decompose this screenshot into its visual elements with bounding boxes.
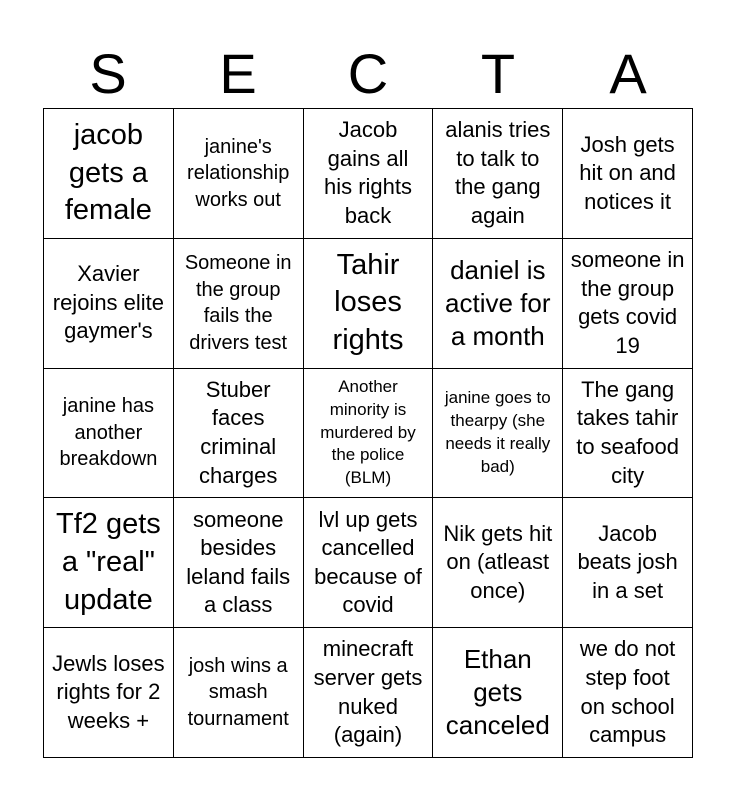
header-letter-c: C [347,42,389,105]
bingo-cell[interactable]: Nik gets hit on (atleast once) [433,498,563,628]
bingo-cell[interactable]: someone in the group gets covid 19 [563,239,693,369]
bingo-cell[interactable]: minecraft server gets nuked (again) [304,628,434,758]
bingo-cell[interactable]: Josh gets hit on and notices it [563,109,693,239]
bingo-cell[interactable]: janine's relationship works out [174,109,304,239]
bingo-header [43,40,693,108]
bingo-cell[interactable]: Tahir loses rights [304,239,434,369]
bingo-cell[interactable]: The gang takes tahir to seafood city [563,369,693,499]
bingo-cell[interactable]: Another minority is murdered by the police (BLM) [304,369,434,499]
bingo-cell[interactable]: Someone in the group fails the drivers test [174,239,304,369]
bingo-cell[interactable]: josh wins a smash tournament [174,628,304,758]
header-letter-e: E [219,42,257,105]
bingo-cell[interactable]: alanis tries to talk to the gang again [433,109,563,239]
bingo-cell[interactable]: Tf2 gets a "real" update [44,498,174,628]
bingo-cell[interactable]: we do not step foot on school campus [563,628,693,758]
bingo-cell[interactable]: daniel is active for a month [433,239,563,369]
bingo-cell[interactable]: Jacob gains all his rights back [304,109,434,239]
header-letter-t: T [480,42,516,105]
header-letter-a: A [609,42,647,105]
bingo-cell[interactable]: Xavier rejoins elite gaymer's [44,239,174,369]
bingo-cell[interactable]: jacob gets a female [44,109,174,239]
bingo-cell[interactable]: someone besides leland fails a class [174,498,304,628]
bingo-cell[interactable]: lvl up gets cancelled because of covid [304,498,434,628]
bingo-cell[interactable]: janine has another breakdown [44,369,174,499]
bingo-board [43,108,693,758]
bingo-cell[interactable]: Stuber faces criminal charges [174,369,304,499]
bingo-cell[interactable]: Jewls loses rights for 2 weeks + [44,628,174,758]
bingo-cell[interactable]: Ethan gets canceled [433,628,563,758]
header-letter-s: S [89,42,127,105]
bingo-cell[interactable]: Jacob beats josh in a set [563,498,693,628]
bingo-cell[interactable]: janine goes to thearpy (she needs it really bad) [433,369,563,499]
